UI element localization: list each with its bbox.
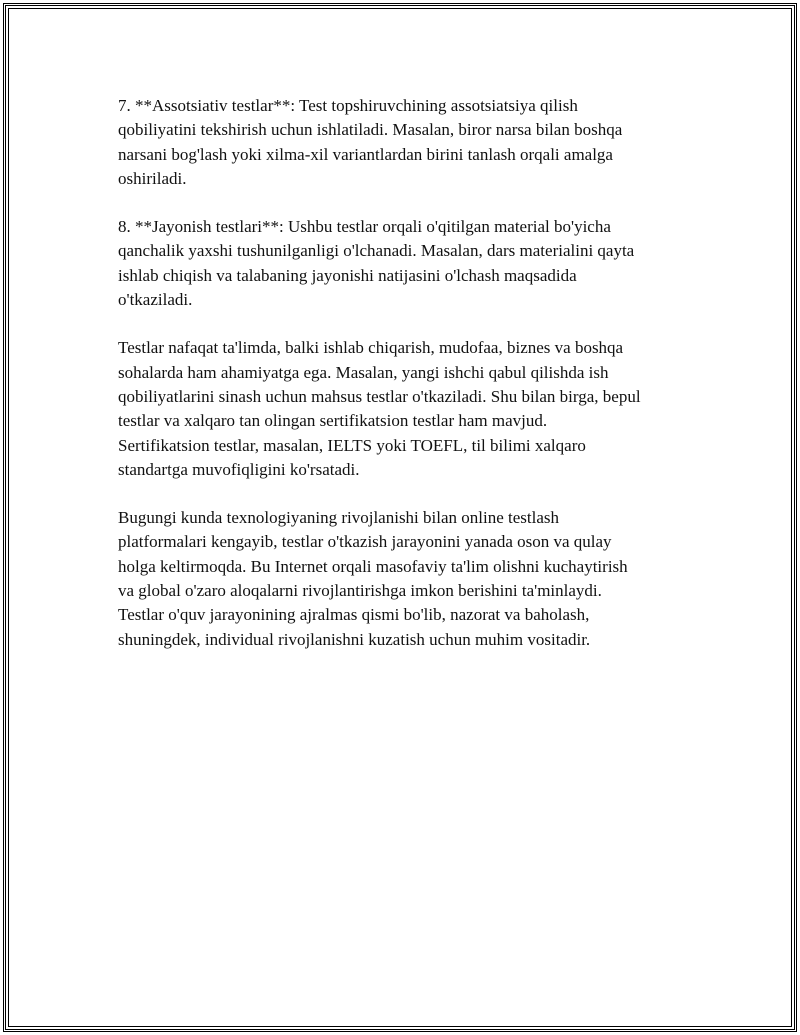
- document-body: [118, 94, 693, 676]
- text-line: holga keltirmoqda. Bu Internet orqali masofaviy ta'lim olishni kuchaytirish: [118, 556, 628, 576]
- text-line: sohalarda ham ahamiyatga ega. Masalan, yangi ishchi qabul qilishda ish: [118, 362, 609, 382]
- text-line: 8. **Jayonish testlari**: Ushbu testlar orqali o'qitilgan material bo'yicha: [118, 217, 611, 237]
- text-line: standartga muvofiqligini ko'rsatadi.: [118, 459, 360, 479]
- paragraph-online-testing: [118, 506, 693, 652]
- text-line: Bugungi kunda texnologiyaning rivojlanishi bilan online testlash: [118, 508, 560, 528]
- text-line: 7. **Assotsiativ testlar**: Test topshiruvchining assotsiatsiya qilish: [118, 96, 578, 115]
- text-line: shuningdek, individual rivojlanishni kuzatish uchun muhim vositadir.: [118, 629, 591, 649]
- text-line: o'tkaziladi.: [118, 290, 193, 310]
- text-line: testlar va xalqaro tan olingan sertifikatsion testlar ham mavjud.: [118, 411, 548, 431]
- text-line: qanchalik yaxshi tushunilganligi o'lchanadi. Masalan, dars materialini qayta: [118, 241, 635, 261]
- text-line: va global o'zaro aloqalarni rivojlantirishga imkon berishini ta'minlaydi.: [118, 581, 602, 601]
- text-line: oshiriladi.: [118, 168, 187, 188]
- text-line: narsani bog'lash yoki xilma-xil variantlardan birini tanlash orqali amalga: [118, 144, 613, 164]
- paragraph-jayonish-tests: [118, 215, 693, 312]
- paragraph-tests-in-industry: [118, 336, 693, 482]
- paragraph-associative-tests: [118, 94, 693, 191]
- text-line: platformalari kengayib, testlar o'tkazish jarayonini yanada oson va qulay: [118, 532, 612, 552]
- text-line: ishlab chiqish va talabaning jayonishi natijasini o'lchash maqsadida: [118, 265, 577, 285]
- text-line: Sertifikatsion testlar, masalan, IELTS yoki TOEFL, til bilimi xalqaro: [118, 435, 586, 455]
- text-line: Testlar nafaqat ta'limda, balki ishlab chiqarish, mudofaa, biznes va boshqa: [118, 338, 624, 358]
- text-line: qobiliyatini tekshirish uchun ishlatiladi. Masalan, biror narsa bilan boshqa: [118, 120, 623, 140]
- text-line: qobiliyatlarini sinash uchun mahsus testlar o'tkaziladi. Shu bilan birga, bepul: [118, 386, 641, 406]
- text-line: Testlar o'quv jarayonining ajralmas qismi bo'lib, nazorat va baholash,: [118, 605, 590, 625]
